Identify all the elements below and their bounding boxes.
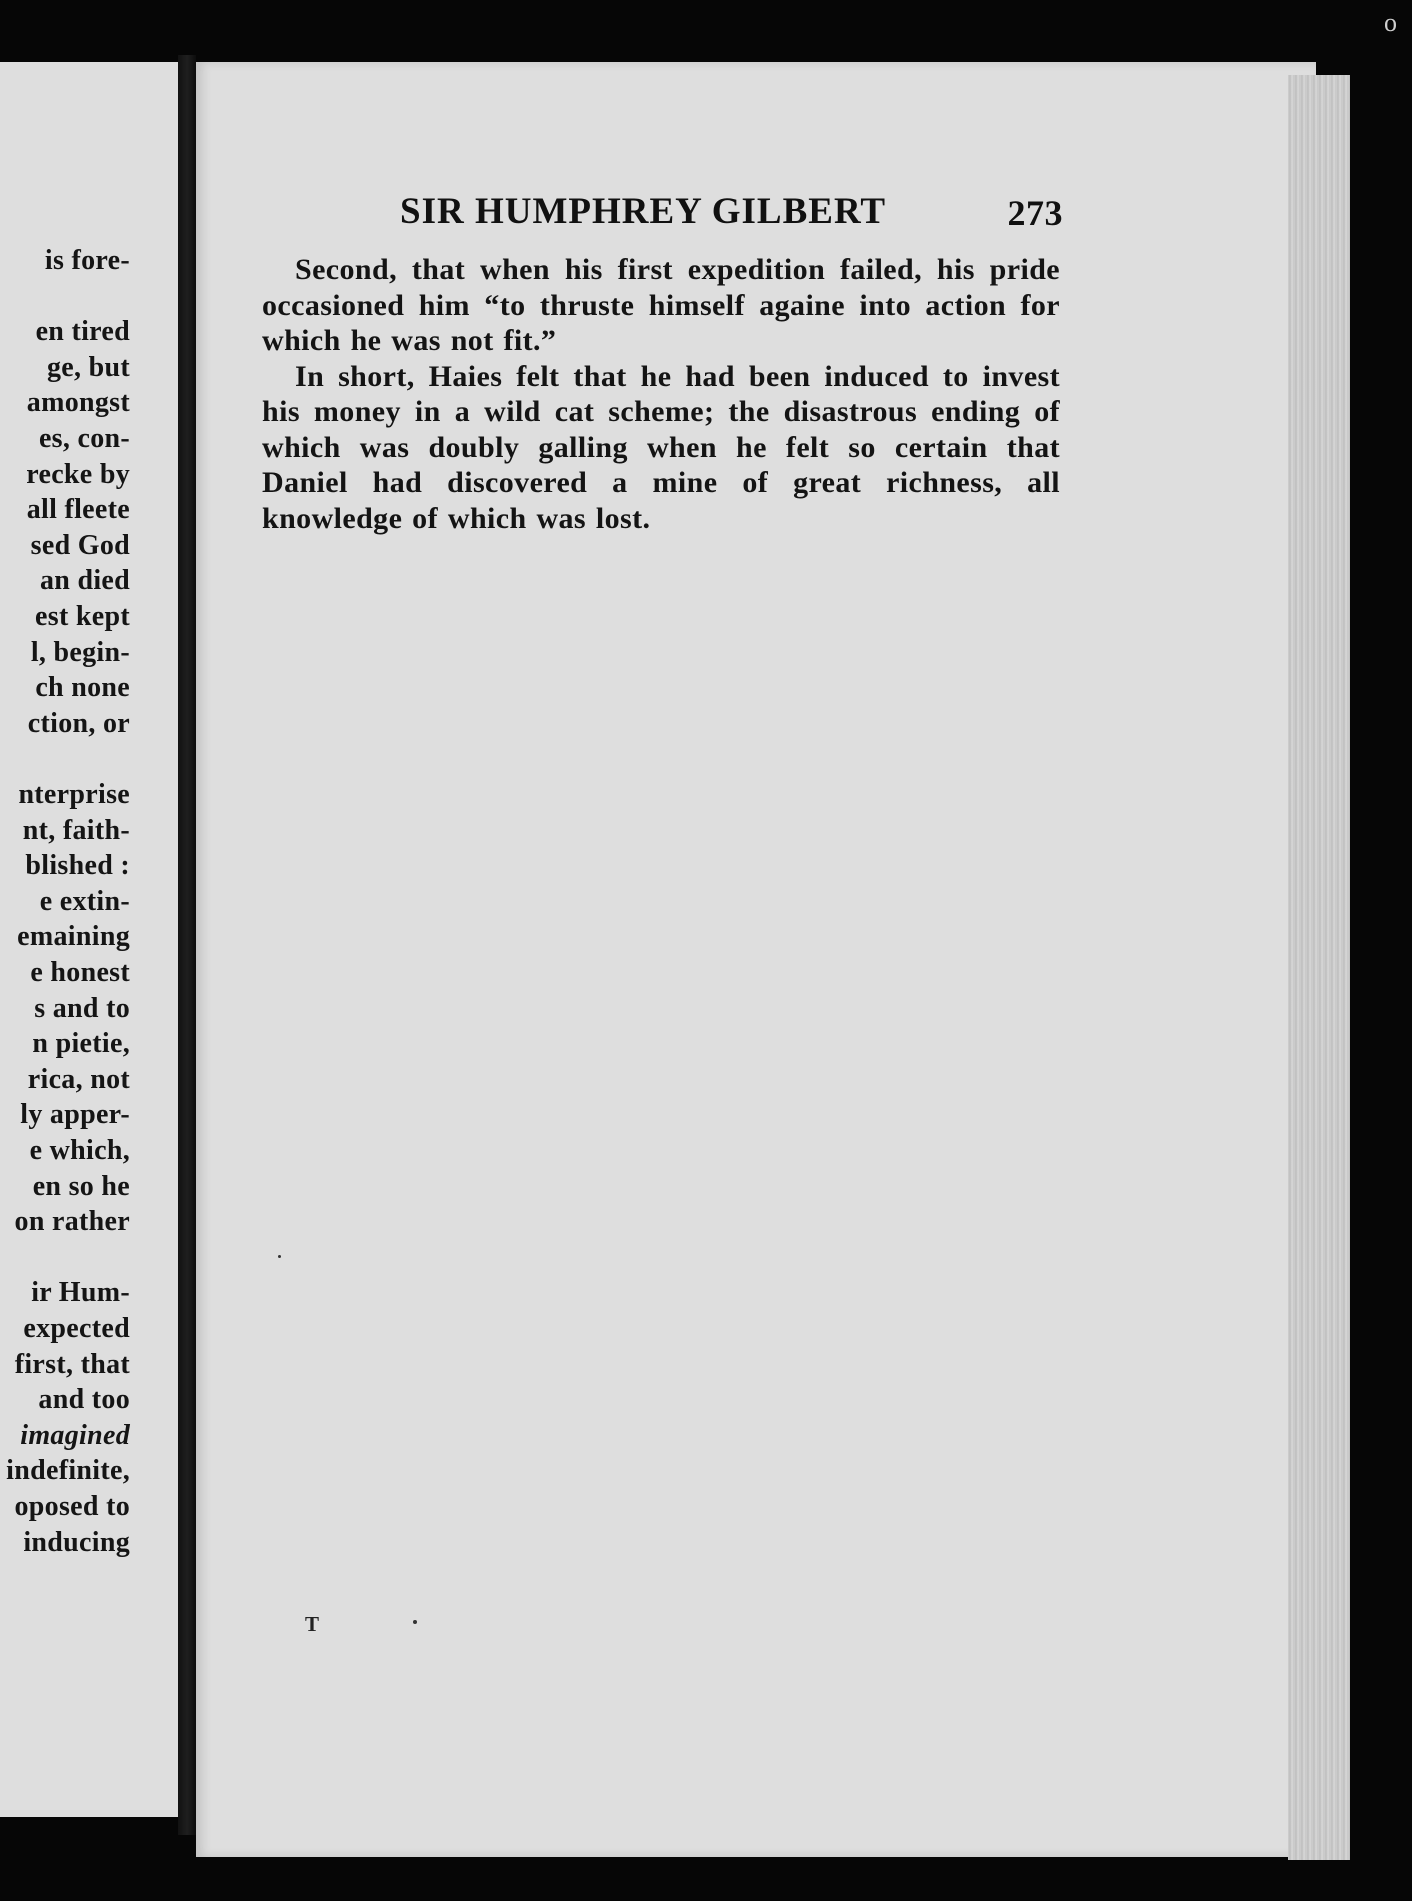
left-page-line: en tired [35, 316, 130, 348]
left-page-line: sed God [30, 529, 130, 561]
page-speck [278, 1255, 281, 1258]
body-text [262, 252, 1060, 536]
left-page-line: n pietie, [32, 1028, 130, 1060]
left-page-line: an died [39, 565, 130, 597]
left-page-line: first, that [14, 1348, 130, 1380]
left-page-line: est kept [35, 601, 130, 632]
paragraph: In short, Haies felt that he had been induced to invest his money in a wild cat scheme; the disastrous ending of which was doubly galling when he felt so certain that Daniel had discovered a mine of great richness, all knowledge of which was lost. [262, 359, 1060, 535]
left-page-line: ch none [35, 672, 130, 704]
page-header [400, 190, 1065, 240]
left-page-line: emaining [17, 921, 130, 953]
left-page-line: is fore- [44, 245, 130, 276]
paragraph: Second, that when his first expedition failed, his pride occasioned him “to thruste himself againe into action for which he was not fit.” [262, 253, 1060, 357]
left-page-line: recke by [26, 458, 130, 490]
left-page-line: blished : [25, 850, 130, 882]
left-page-line: s and to [34, 992, 130, 1024]
left-page-line: amongst [26, 387, 130, 419]
left-page [0, 62, 184, 1817]
left-page-line: en so he [32, 1170, 130, 1202]
page-speck [413, 1620, 417, 1624]
page-number: 273 [1007, 193, 1063, 233]
left-page-line: nt, faith- [22, 814, 130, 846]
left-page-line: e honest [30, 957, 130, 988]
left-page-line: expected [23, 1313, 130, 1344]
left-page-line: imagined [20, 1419, 130, 1451]
left-page-line: es, con- [38, 423, 130, 454]
left-page-line: e extin- [39, 885, 130, 917]
signature-mark: T [305, 1612, 320, 1636]
left-page-line: on rather [14, 1206, 130, 1238]
left-page-line: ction, or [27, 707, 130, 739]
left-page-line: oposed to [14, 1491, 130, 1522]
page-fore-edge [1288, 75, 1350, 1860]
left-page-line: indefinite, [6, 1455, 130, 1487]
left-page-line: l, begin- [30, 636, 130, 668]
left-page-line: ge, but [47, 351, 130, 383]
left-page-line: all fleete [26, 494, 130, 526]
left-page-line: nterprise [18, 779, 130, 810]
left-page-line: rica, not [27, 1063, 130, 1095]
running-head: SIR HUMPHREY GILBERT [400, 191, 887, 232]
left-page-line: and too [38, 1384, 130, 1416]
corner-mark: o [1384, 8, 1397, 37]
left-page-line: ly apper- [20, 1099, 130, 1131]
left-page-line: inducing [23, 1526, 130, 1558]
left-page-line: e which, [29, 1135, 130, 1166]
book-gutter [178, 55, 196, 1835]
left-page-line: ir Hum- [31, 1277, 130, 1309]
